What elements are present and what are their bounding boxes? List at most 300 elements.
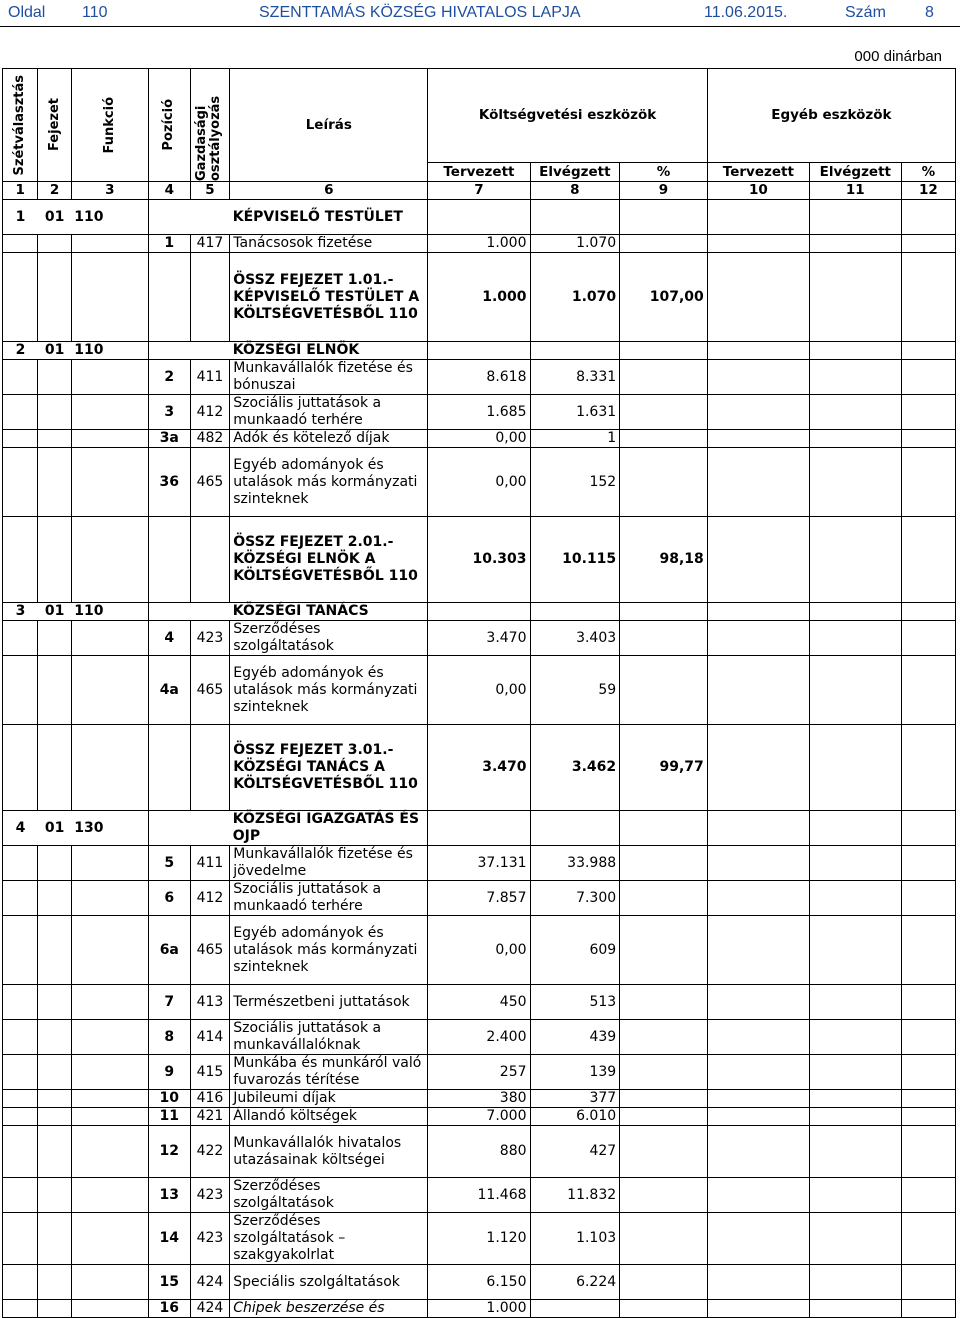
empty-cell (71, 448, 148, 517)
col-other: Egyéb eszközök (707, 69, 955, 163)
header-title: SZENTTAMÁS KÖZSÉG HIVATALOS LAPJA (259, 4, 581, 21)
row-description: Szerződéses szolgáltatások – szakgyakolrlat (230, 1213, 428, 1265)
table-row (3, 1090, 956, 1108)
table-row (3, 235, 956, 253)
row-elvegzett: 427 (530, 1126, 620, 1178)
empty-cell (71, 1265, 148, 1300)
empty-cell (148, 811, 190, 846)
empty-cell (809, 430, 901, 448)
row-pct: 98,18 (620, 517, 708, 603)
empty-cell (3, 656, 38, 725)
row-tervezett: 880 (428, 1126, 530, 1178)
section-szet: 4 (3, 811, 38, 846)
row-pozicio (148, 517, 190, 603)
empty-cell (3, 1108, 38, 1126)
empty-cell (809, 1178, 901, 1213)
empty-cell (707, 1108, 809, 1126)
row-pct (620, 1090, 708, 1108)
section-row (3, 603, 956, 621)
row-pct (620, 621, 708, 656)
empty-cell (38, 448, 71, 517)
section-title: KÖZSÉGI TANÁCS (230, 603, 428, 621)
empty-cell (707, 395, 809, 430)
row-tervezett: 0,00 (428, 916, 530, 985)
empty-cell (707, 235, 809, 253)
row-description: Tanácsosok fizetése (230, 235, 428, 253)
empty-cell (3, 621, 38, 656)
empty-cell (620, 603, 708, 621)
empty-cell (71, 846, 148, 881)
empty-cell (148, 342, 190, 360)
empty-cell (38, 1178, 71, 1213)
row-tervezett: 1.000 (428, 1300, 530, 1318)
header-rule (0, 26, 960, 27)
num-cell: 4 (148, 182, 190, 200)
num-cell: 2 (38, 182, 71, 200)
row-pozicio: 4a (148, 656, 190, 725)
empty-cell (38, 360, 71, 395)
empty-cell (901, 656, 955, 725)
row-pozicio (148, 725, 190, 811)
row-gazdasagi: 412 (190, 881, 230, 916)
row-gazdasagi: 414 (190, 1020, 230, 1055)
empty-cell (148, 200, 190, 235)
empty-cell (901, 846, 955, 881)
row-gazdasagi: 417 (190, 235, 230, 253)
table-row (3, 1126, 956, 1178)
row-description: Egyéb adományok és utalások más kormányzati szinteknek (230, 916, 428, 985)
empty-cell (901, 1055, 955, 1090)
row-tervezett: 37.131 (428, 846, 530, 881)
empty-cell (901, 448, 955, 517)
empty-cell (707, 725, 809, 811)
empty-cell (707, 1178, 809, 1213)
empty-cell (809, 1126, 901, 1178)
empty-cell (809, 881, 901, 916)
empty-cell (3, 448, 38, 517)
empty-cell (809, 1090, 901, 1108)
row-pct (620, 916, 708, 985)
num-cell: 3 (71, 182, 148, 200)
table-body (3, 200, 956, 1318)
empty-cell (901, 1213, 955, 1265)
empty-cell (71, 1055, 148, 1090)
empty-cell (901, 881, 955, 916)
row-pct (620, 881, 708, 916)
empty-cell (707, 360, 809, 395)
row-pozicio: 12 (148, 1126, 190, 1178)
empty-cell (71, 656, 148, 725)
section-fejezet: 01 (38, 342, 71, 360)
num-cell: 7 (428, 182, 530, 200)
row-elvegzett: 7.300 (530, 881, 620, 916)
row-pct (620, 1055, 708, 1090)
empty-cell (707, 1126, 809, 1178)
empty-cell (38, 985, 71, 1020)
empty-cell (71, 725, 148, 811)
row-elvegzett: 10.115 (530, 517, 620, 603)
empty-cell (38, 1213, 71, 1265)
row-gazdasagi: 415 (190, 1055, 230, 1090)
empty-cell (3, 1055, 38, 1090)
empty-cell (901, 1020, 955, 1055)
empty-cell (809, 235, 901, 253)
col-tervezett: Tervezett (428, 163, 530, 182)
empty-cell (71, 395, 148, 430)
empty-cell (901, 1178, 955, 1213)
row-tervezett: 2.400 (428, 1020, 530, 1055)
row-pct: 107,00 (620, 253, 708, 342)
row-pozicio: 3 (148, 395, 190, 430)
empty-cell (901, 811, 955, 846)
col-gazdasagi: Gazdasági osztályozás (190, 69, 230, 182)
row-elvegzett: 3.403 (530, 621, 620, 656)
empty-cell (190, 603, 230, 621)
empty-cell (809, 517, 901, 603)
empty-cell (707, 1020, 809, 1055)
row-elvegzett: 609 (530, 916, 620, 985)
row-tervezett: 1.000 (428, 235, 530, 253)
row-tervezett: 7.000 (428, 1108, 530, 1126)
empty-cell (809, 1055, 901, 1090)
row-pozicio: 10 (148, 1090, 190, 1108)
empty-cell (901, 725, 955, 811)
empty-cell (3, 916, 38, 985)
empty-cell (809, 811, 901, 846)
table-row (3, 621, 956, 656)
row-pozicio: 11 (148, 1108, 190, 1126)
empty-cell (3, 1178, 38, 1213)
row-pct (620, 656, 708, 725)
section-title: KÖZSÉGI IGAZGATÁS ÉS OJP (230, 811, 428, 846)
table-row (3, 360, 956, 395)
row-pct (620, 360, 708, 395)
empty-cell (901, 1126, 955, 1178)
table-row (3, 1178, 956, 1213)
empty-cell (38, 916, 71, 985)
empty-cell (71, 621, 148, 656)
empty-cell (38, 395, 71, 430)
row-pozicio: 13 (148, 1178, 190, 1213)
table-row (3, 448, 956, 517)
row-tervezett: 7.857 (428, 881, 530, 916)
empty-cell (71, 1178, 148, 1213)
row-elvegzett: 59 (530, 656, 620, 725)
empty-cell (71, 1300, 148, 1318)
empty-cell (707, 448, 809, 517)
row-pct (620, 1108, 708, 1126)
row-tervezett: 3.470 (428, 725, 530, 811)
num-cell: 12 (901, 182, 955, 200)
empty-cell (71, 1213, 148, 1265)
row-gazdasagi: 424 (190, 1300, 230, 1318)
row-elvegzett: 33.988 (530, 846, 620, 881)
empty-cell (38, 1055, 71, 1090)
row-elvegzett: 1.631 (530, 395, 620, 430)
row-gazdasagi (190, 725, 230, 811)
section-row (3, 342, 956, 360)
row-description: Munkavállalók fizetése és bónuszai (230, 360, 428, 395)
row-pozicio: 3a (148, 430, 190, 448)
row-pozicio: 9 (148, 1055, 190, 1090)
empty-cell (707, 881, 809, 916)
empty-cell (901, 253, 955, 342)
row-elvegzett: 6.010 (530, 1108, 620, 1126)
row-tervezett: 380 (428, 1090, 530, 1108)
num-cell: 5 (190, 182, 230, 200)
table-row (3, 881, 956, 916)
empty-cell (707, 253, 809, 342)
total-row (3, 725, 956, 811)
row-elvegzett: 439 (530, 1020, 620, 1055)
empty-cell (809, 846, 901, 881)
row-tervezett: 1.000 (428, 253, 530, 342)
empty-cell (3, 1020, 38, 1055)
empty-cell (809, 253, 901, 342)
empty-cell (901, 200, 955, 235)
row-tervezett: 1.685 (428, 395, 530, 430)
num-cell: 1 (3, 182, 38, 200)
empty-cell (428, 342, 530, 360)
section-szet: 3 (3, 603, 38, 621)
empty-cell (809, 656, 901, 725)
row-tervezett: 450 (428, 985, 530, 1020)
row-description: Szerződéses szolgáltatások (230, 621, 428, 656)
row-gazdasagi: 416 (190, 1090, 230, 1108)
col-funkcio: Funkció (71, 69, 148, 182)
col-leiras: Leírás (230, 69, 428, 182)
row-tervezett: 3.470 (428, 621, 530, 656)
empty-cell (530, 200, 620, 235)
empty-cell (707, 342, 809, 360)
row-pozicio: 6 (148, 881, 190, 916)
col-pozicio: Pozíció (148, 69, 190, 182)
row-gazdasagi: 421 (190, 1108, 230, 1126)
empty-cell (809, 985, 901, 1020)
row-tervezett: 0,00 (428, 448, 530, 517)
empty-cell (809, 916, 901, 985)
row-pozicio (148, 253, 190, 342)
section-funkcio: 130 (71, 811, 148, 846)
empty-cell (901, 235, 955, 253)
row-pct (620, 1020, 708, 1055)
section-title: KÉPVISELŐ TESTÜLET (230, 200, 428, 235)
table-row (3, 846, 956, 881)
row-elvegzett: 377 (530, 1090, 620, 1108)
empty-cell (71, 235, 148, 253)
row-pozicio: 2 (148, 360, 190, 395)
row-pozicio: 15 (148, 1265, 190, 1300)
empty-cell (901, 1265, 955, 1300)
row-gazdasagi: 411 (190, 846, 230, 881)
empty-cell (809, 1265, 901, 1300)
row-elvegzett: 8.331 (530, 360, 620, 395)
empty-cell (530, 603, 620, 621)
row-elvegzett: 152 (530, 448, 620, 517)
section-row (3, 200, 956, 235)
row-gazdasagi: 423 (190, 621, 230, 656)
empty-cell (809, 448, 901, 517)
row-pozicio: 1 (148, 235, 190, 253)
row-description: Munkába és munkáról való fuvarozás térítése (230, 1055, 428, 1090)
row-description: Természetbeni juttatások (230, 985, 428, 1020)
empty-cell (71, 430, 148, 448)
empty-cell (38, 1108, 71, 1126)
row-tervezett: 10.303 (428, 517, 530, 603)
row-description: Jubileumi díjak (230, 1090, 428, 1108)
empty-cell (809, 342, 901, 360)
row-elvegzett: 1.070 (530, 235, 620, 253)
row-elvegzett: 11.832 (530, 1178, 620, 1213)
header-date: 11.06.2015. (704, 4, 788, 21)
col-elvegzett: Elvégzett (530, 163, 620, 182)
empty-cell (3, 395, 38, 430)
row-pozicio: 36 (148, 448, 190, 517)
empty-cell (38, 253, 71, 342)
empty-cell (71, 985, 148, 1020)
row-elvegzett: 6.224 (530, 1265, 620, 1300)
empty-cell (901, 342, 955, 360)
section-szet: 2 (3, 342, 38, 360)
row-gazdasagi: 424 (190, 1265, 230, 1300)
row-description: Adók és kötelező díjak (230, 430, 428, 448)
empty-cell (38, 517, 71, 603)
row-description: ÖSSZ FEJEZET 1.01.- KÉPVISELŐ TESTÜLET A KÖLTSÉGVETÉSBŐL 110 (230, 253, 428, 342)
row-gazdasagi: 465 (190, 448, 230, 517)
empty-cell (809, 725, 901, 811)
section-row (3, 811, 956, 846)
empty-cell (71, 517, 148, 603)
section-fejezet: 01 (38, 603, 71, 621)
section-fejezet: 01 (38, 811, 71, 846)
col-budget: Költségvetési eszközök (428, 69, 707, 163)
empty-cell (809, 603, 901, 621)
empty-cell (148, 603, 190, 621)
empty-cell (3, 1213, 38, 1265)
section-fejezet: 01 (38, 200, 71, 235)
empty-cell (707, 916, 809, 985)
empty-cell (901, 1090, 955, 1108)
total-row (3, 517, 956, 603)
empty-cell (3, 430, 38, 448)
empty-cell (3, 253, 38, 342)
empty-cell (38, 1020, 71, 1055)
row-description: ÖSSZ FEJEZET 3.01.- KÖZSÉGI TANÁCS A KÖLTSÉGVETÉSBŐL 110 (230, 725, 428, 811)
col-pct: % (620, 163, 708, 182)
col-tervezett-2: Tervezett (707, 163, 809, 182)
table-row (3, 1020, 956, 1055)
empty-cell (3, 1126, 38, 1178)
row-pozicio: 14 (148, 1213, 190, 1265)
empty-cell (901, 985, 955, 1020)
empty-cell (901, 916, 955, 985)
table-row (3, 1108, 956, 1126)
row-gazdasagi: 482 (190, 430, 230, 448)
row-pct (620, 846, 708, 881)
row-description: Egyéb adományok és utalások más kormányzati szinteknek (230, 448, 428, 517)
empty-cell (809, 395, 901, 430)
empty-cell (3, 517, 38, 603)
empty-cell (620, 200, 708, 235)
empty-cell (428, 603, 530, 621)
row-pozicio: 8 (148, 1020, 190, 1055)
row-pct (620, 1178, 708, 1213)
row-description: Munkavállalók hivatalos utazásainak költségei (230, 1126, 428, 1178)
row-description: Szociális juttatások a munkaadó terhére (230, 881, 428, 916)
empty-cell (3, 725, 38, 811)
row-pct: 99,77 (620, 725, 708, 811)
row-gazdasagi: 423 (190, 1213, 230, 1265)
empty-cell (38, 235, 71, 253)
row-tervezett: 0,00 (428, 656, 530, 725)
empty-cell (3, 1090, 38, 1108)
row-tervezett: 8.618 (428, 360, 530, 395)
row-pct (620, 1213, 708, 1265)
row-pozicio: 7 (148, 985, 190, 1020)
num-cell: 10 (707, 182, 809, 200)
empty-cell (38, 846, 71, 881)
empty-cell (707, 1265, 809, 1300)
col-fejezet: Fejezet (38, 69, 71, 182)
empty-cell (38, 1126, 71, 1178)
row-elvegzett: 139 (530, 1055, 620, 1090)
empty-cell (707, 1213, 809, 1265)
empty-cell (620, 342, 708, 360)
row-tervezett: 6.150 (428, 1265, 530, 1300)
row-pozicio: 5 (148, 846, 190, 881)
row-description: ÖSSZ FEJEZET 2.01.- KÖZSÉGI ELNÖK A KÖLTSÉGVETÉSBŐL 110 (230, 517, 428, 603)
row-description: Egyéb adományok és utalások más kormányzati szinteknek (230, 656, 428, 725)
table-row (3, 916, 956, 985)
row-pct (620, 1265, 708, 1300)
empty-cell (901, 517, 955, 603)
empty-cell (428, 200, 530, 235)
empty-cell (707, 430, 809, 448)
section-title: KÖZSÉGI ELNÖK (230, 342, 428, 360)
unit-label: 000 dinárban (854, 48, 942, 65)
row-pct (620, 1126, 708, 1178)
num-cell: 6 (230, 182, 428, 200)
col-pct-2: % (901, 163, 955, 182)
row-gazdasagi: 412 (190, 395, 230, 430)
empty-cell (530, 811, 620, 846)
empty-cell (71, 1090, 148, 1108)
page-header (0, 0, 960, 26)
empty-cell (3, 1265, 38, 1300)
empty-cell (38, 621, 71, 656)
empty-cell (809, 1300, 901, 1318)
header-left: Oldal (8, 4, 46, 21)
row-description: Szociális juttatások a munkaadó terhére (230, 395, 428, 430)
empty-cell (3, 881, 38, 916)
row-elvegzett: 1 (530, 430, 620, 448)
row-gazdasagi: 465 (190, 656, 230, 725)
col-szetvalasztas: Szétválasztás (3, 69, 38, 182)
row-tervezett: 0,00 (428, 430, 530, 448)
table-row (3, 1265, 956, 1300)
row-description: Szociális juttatások a munkavállalóknak (230, 1020, 428, 1055)
empty-cell (809, 621, 901, 656)
row-gazdasagi: 422 (190, 1126, 230, 1178)
row-pct (620, 448, 708, 517)
empty-cell (809, 200, 901, 235)
row-description: Szerződéses szolgáltatások (230, 1178, 428, 1213)
row-description: Speciális szolgáltatások (230, 1265, 428, 1300)
row-gazdasagi: 411 (190, 360, 230, 395)
empty-cell (707, 985, 809, 1020)
empty-cell (38, 1090, 71, 1108)
row-pct (620, 395, 708, 430)
